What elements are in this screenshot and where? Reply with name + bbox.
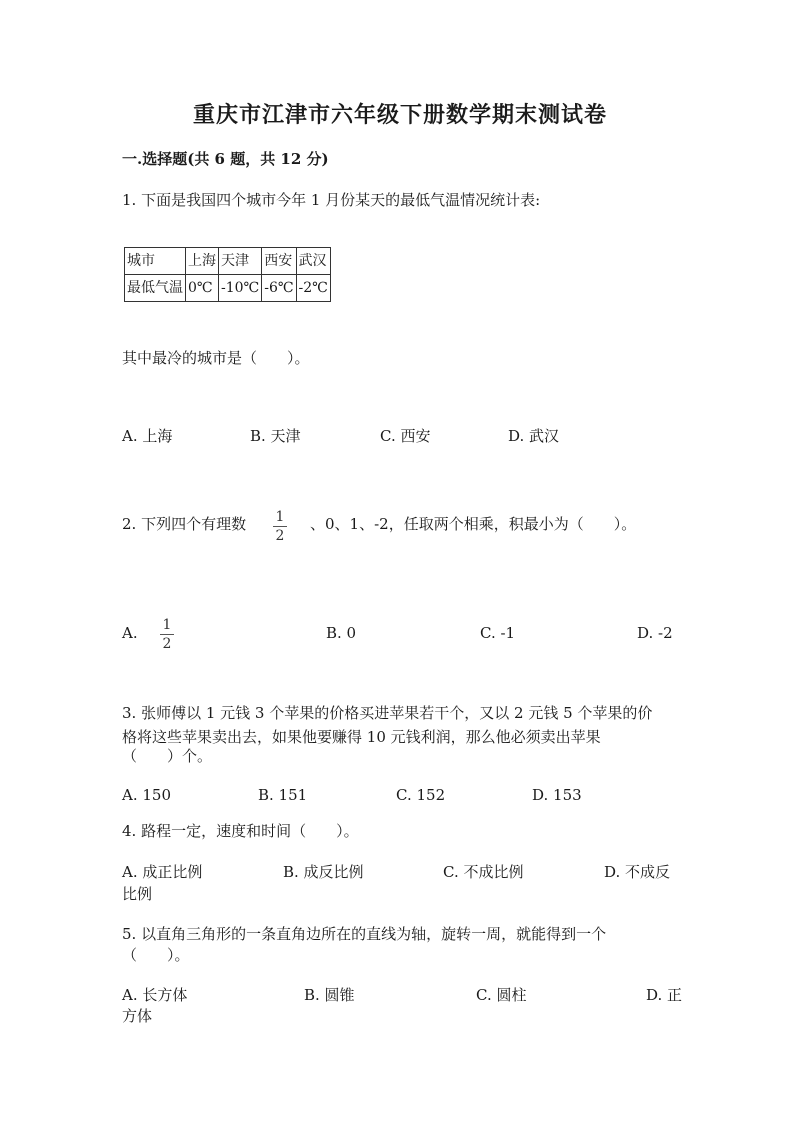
q5-option-d: D. 正 [646,986,683,1004]
fraction-one-half [160,617,174,652]
table-cell: 天津 [219,248,262,275]
q5-option-b: B. 圆锥 [304,986,355,1004]
question-4-text: 4. 路程一定，速度和时间（ ）。 [122,822,359,840]
table-cell: 城市 [125,248,186,275]
table-cell: 西安 [262,248,296,275]
q1-option-a: A. 上海 [122,427,173,445]
question-3-line-2: 格将这些苹果卖出去，如果他要赚得 10 元钱利润，那么他必须卖出苹果 [122,728,601,746]
fraction-one-half [273,509,287,544]
q5-option-c: C. 圆柱 [476,986,527,1004]
question-5-line-1: 5. 以直角三角形的一条直角边所在的直线为轴，旋转一周，就能得到一个 [122,925,607,943]
q3-option-a: A. 150 [122,786,171,804]
question-3-line-3: （ ）个。 [122,747,213,765]
q4-option-d: D. 不成反 [604,863,671,881]
fraction-numerator: 1 [275,509,285,525]
q1-option-c: C. 西安 [380,427,431,445]
table-cell: -2℃ [296,275,330,302]
q4-option-d-wrap: 比例 [122,885,153,903]
q2-option-c: C. -1 [480,624,516,642]
table-cell: -6℃ [262,275,296,302]
q3-option-b: B. 151 [258,786,308,804]
question-2-suffix: 、0、1、-2，任取两个相乘，积最小为（ ）。 [310,515,637,533]
question-1-prompt: 其中最冷的城市是（ ）。 [122,349,310,367]
fraction-bar [273,526,287,527]
q3-option-d: D. 153 [532,786,582,804]
q4-option-b: B. 成反比例 [283,863,364,881]
q2-option-d: D. -2 [637,624,673,642]
question-5-line-2: （ ）。 [122,946,190,964]
table-cell: 武汉 [296,248,330,275]
question-2-prefix: 2. 下列四个有理数 [122,515,247,533]
q1-option-b: B. 天津 [250,427,301,445]
q1-option-d: D. 武汉 [508,427,560,445]
fraction-denominator: 2 [162,636,172,652]
table-row [125,275,331,302]
question-1-text: 1. 下面是我国四个城市今年 1 月份某天的最低气温情况统计表: [122,191,541,209]
question-3-line-1: 3. 张师傅以 1 元钱 3 个苹果的价格买进苹果若干个，又以 2 元钱 5 个苹果的价 [122,704,653,722]
q3-option-c: C. 152 [396,786,446,804]
table-cell: 最低气温 [125,275,186,302]
temperature-table [124,247,331,302]
q4-option-c: C. 不成比例 [443,863,524,881]
section-heading: 一.选择题(共 6 题，共 12 分) [122,150,329,168]
table-cell: 0℃ [186,275,219,302]
q2-option-a-label: A. [122,624,138,642]
q2-option-b: B. 0 [326,624,357,642]
fraction-denominator: 2 [275,528,285,544]
table-cell: -10℃ [219,275,262,302]
q5-option-a: A. 长方体 [122,986,188,1004]
fraction-bar [160,634,174,635]
page-title: 重庆市江津市六年级下册数学期末测试卷 [192,102,607,128]
fraction-numerator: 1 [162,617,172,633]
q5-option-d-wrap: 方体 [122,1007,153,1025]
table-cell: 上海 [186,248,219,275]
table-row [125,248,331,275]
q4-option-a: A. 成正比例 [122,863,203,881]
